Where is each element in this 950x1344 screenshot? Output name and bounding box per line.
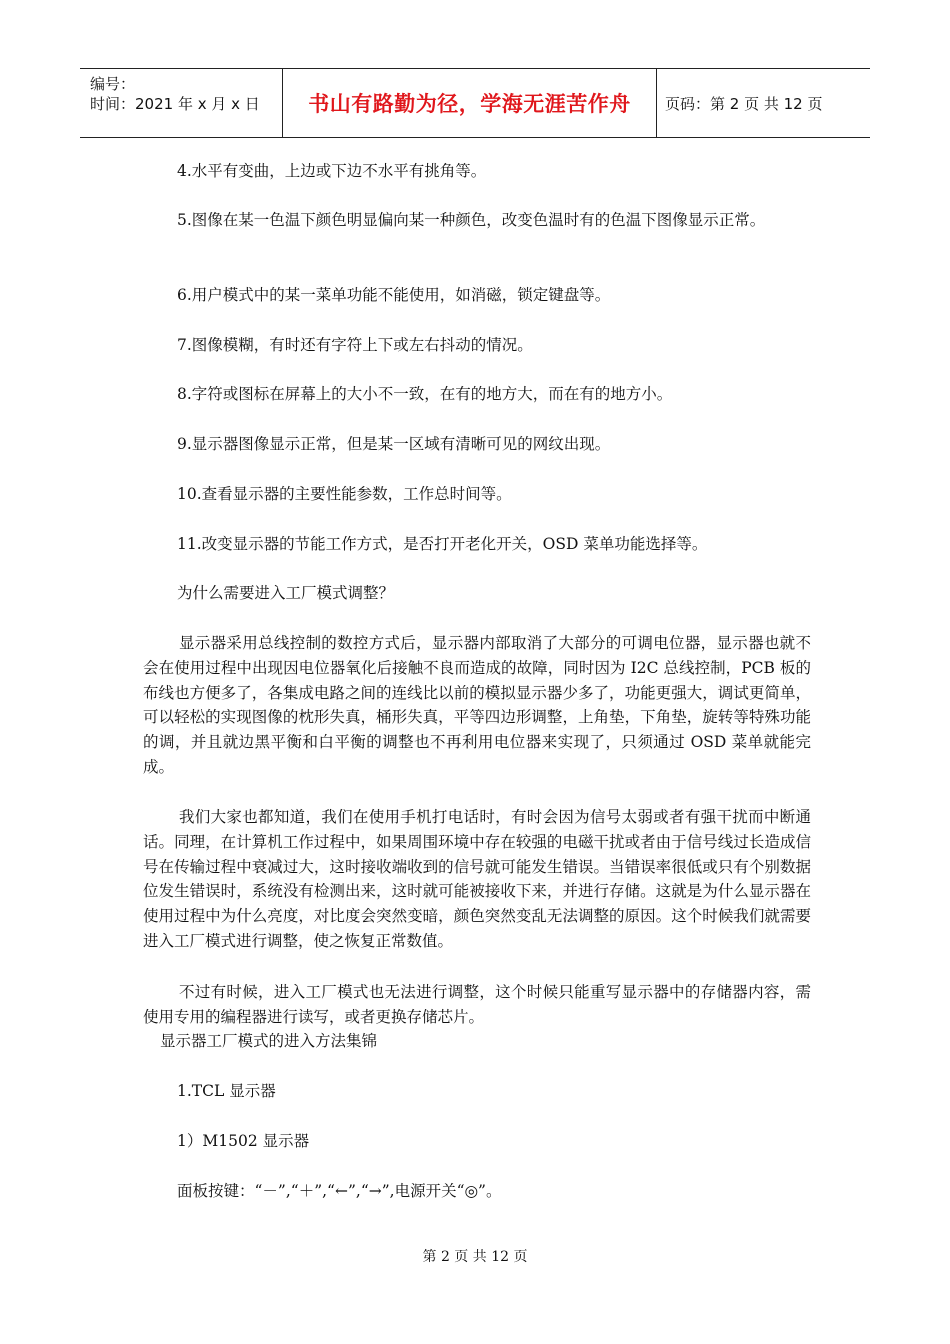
list-item: 8.字符或图标在屏幕上的大小不一致，在有的地方大，而在有的地方小。 [177,385,673,403]
list-item: 10.查看显示器的主要性能参数，工作总时间等。 [177,485,512,503]
header-meta [80,69,283,137]
paragraph: 不过有时候，进入工厂模式也无法进行调整，这个时候只能重写显示器中的存储器内容，需使用专用的编程器进行读写，或者更换存储芯片。 [143,983,811,1026]
tcl-heading: 1.TCL 显示器 [177,1082,276,1100]
section-title: 显示器工厂模式的进入方法集锦 [160,1032,378,1050]
header-page-cell [657,69,870,137]
list-item: 6.用户模式中的某一菜单功能不能使用，如消磁，锁定键盘等。 [177,286,611,304]
list-item: 11.改变显示器的节能工作方式，是否打开老化开关，OSD 菜单功能选择等。 [177,535,708,553]
list-item: 7.图像模糊，有时还有字符上下或左右抖动的情况。 [177,336,533,354]
model-heading: 1）M1502 显示器 [177,1132,310,1150]
time-label: 时间：2021 年 x 月 x 日 [90,95,260,113]
list-item: 4.水平有变曲，上边或下边不水平有挑角等。 [177,162,487,180]
page-header [80,68,870,138]
header-motto-cell [283,69,657,137]
motto: 书山有路勤为径，学海无涯苦作舟 [308,92,631,116]
question-heading: 为什么需要进入工厂模式调整？ [177,584,395,602]
list-item: 9.显示器图像显示正常，但是某一区域有清晰可见的网纹出现。 [177,435,611,453]
paragraph: 我们大家也都知道，我们在使用手机打电话时，有时会因为信号太弱或者有强干扰而中断通话。同理，在计算机工作过程中，如果周围环境中存在较强的电磁干扰或者由于信号线过长造成信号在传输过程中衰减过大，这时接收端收到的信号就可能发生错误。当错误率很低或只有个别数据位发生错误时，系统没有检测出来，这时就可能被接收下来，并进行存储。这就是为什么显示器在使用过程中为什么亮度，对比度会突然变暗，颜色突然变乱无法调整的原因。这个时候我们就需要进入工厂模式进行调整，使之恢复正常数值。 [143,808,811,950]
number-label: 编号： [90,75,136,93]
paragraph: 显示器采用总线控制的数控方式后，显示器内部取消了大部分的可调电位器，显示器也就不会在使用过程中出现因电位器氧化后接触不良而造成的故障，同时因为 I2C 总线控制，PCB 板的布线也方便多了，各集成电路之间的连线比以前的模拟显示器少多了，功能更强大，调试更简单，可以轻松的实现图像的枕形失真，桶形失真，平等四边形调整，上角垫，下角垫，旋转等特殊功能的调，并且就边黑平衡和白平衡的调整也不再利用电位器来实现了，只须通过 OSD 菜单就能完成。 [143,634,811,776]
buttons-line: 面板按键：“－”,“＋”,“←”,“→”,电源开关“◎”。 [177,1182,502,1200]
page-footer: 第 2 页 共 12 页 [422,1249,528,1265]
list-item: 5.图像在某一色温下颜色明显偏向某一种颜色，改变色温时有的色温下图像显示正常。 [177,211,766,229]
page-label: 页码：第 2 页 共 12 页 [665,94,823,113]
